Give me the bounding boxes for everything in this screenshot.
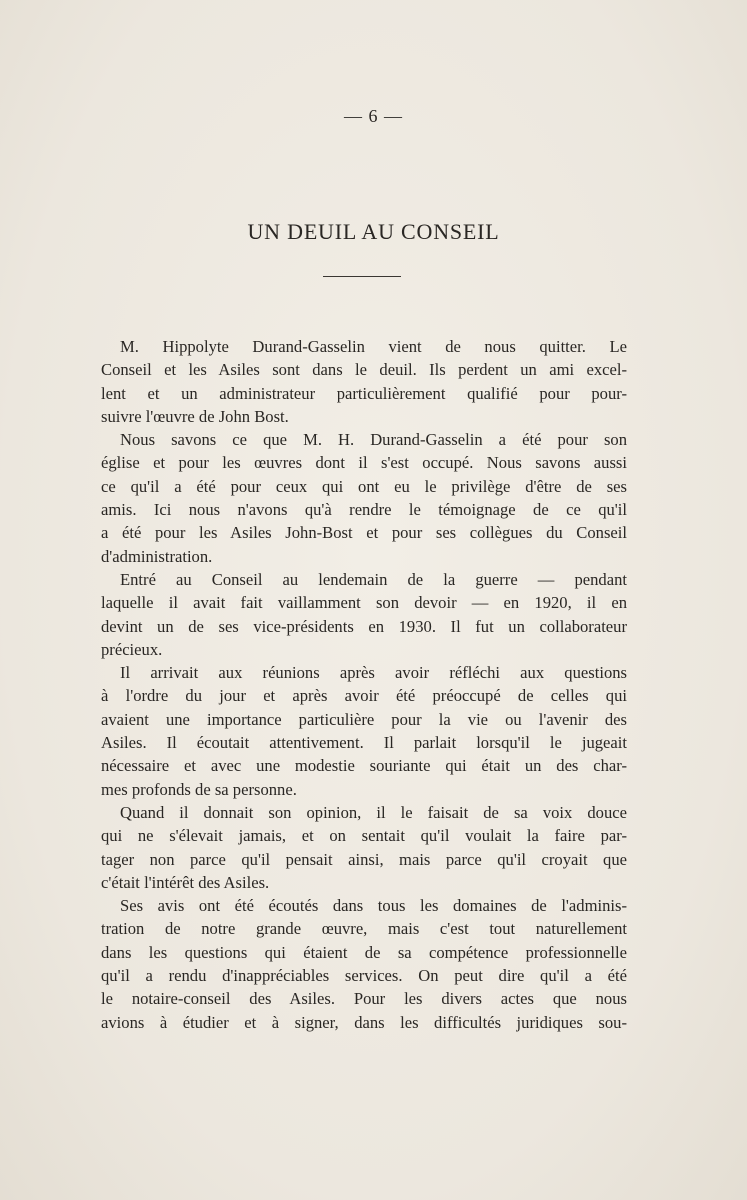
text-line: lent et un administrateur particulièrement qualifié pour pour- xyxy=(101,383,627,403)
text-line: Il arrivait aux réunions après avoir réfléchi aux questions xyxy=(120,663,627,683)
text-line: à l'ordre du jour et après avoir été préoccupé de celles qui xyxy=(101,686,627,706)
text-line: laquelle il avait fait vaillamment son devoir — en 1920, il en xyxy=(101,593,627,613)
paragraph xyxy=(101,661,627,801)
text-line: devint un de ses vice-présidents en 1930. Il fut un collaborateur xyxy=(101,616,627,636)
paragraph xyxy=(101,894,627,1034)
text-line: Quand il donnait son opinion, il le faisait de sa voix douce xyxy=(120,802,627,822)
text-line: Nous savons ce que M. H. Durand-Gasselin a été pour son xyxy=(120,430,627,450)
title-rule xyxy=(323,276,401,277)
paragraph xyxy=(101,568,627,661)
text-line: qui ne s'élevait jamais, et on sentait qu'il voulait la faire par- xyxy=(101,826,627,846)
text-line: précieux. xyxy=(101,639,163,659)
text-line: amis. Ici nous n'avons qu'à rendre le témoignage de ce qu'il xyxy=(101,500,627,520)
text-line: d'administration. xyxy=(101,546,213,566)
text-line: mes profonds de sa personne. xyxy=(101,779,297,799)
text-line: le notaire-conseil des Asiles. Pour les divers actes que nous xyxy=(101,989,627,1009)
text-line: suivre l'œuvre de John Bost. xyxy=(101,406,289,426)
text-line: avions à étudier et à signer, dans les difficultés juridiques sou- xyxy=(101,1012,627,1032)
text-line: ce qu'il a été pour ceux qui ont eu le privilège d'être de ses xyxy=(101,476,627,496)
text-line: Conseil et les Asiles sont dans le deuil. Ils perdent un ami excel- xyxy=(101,360,627,380)
text-line: église et pour les œuvres dont il s'est occupé. Nous savons aussi xyxy=(101,453,627,473)
text-line: tration de notre grande œuvre, mais c'est tout naturellement xyxy=(101,919,627,939)
article-body xyxy=(101,335,627,1034)
text-line: Ses avis ont été écoutés dans tous les domaines de l'adminis- xyxy=(120,896,627,916)
text-line: M. Hippolyte Durand-Gasselin vient de nous quitter. Le xyxy=(120,337,627,356)
text-line: nécessaire et avec une modestie souriante qui était un des char- xyxy=(101,756,627,776)
page-number: — 6 — xyxy=(344,106,403,126)
text-line: c'était l'intérêt des Asiles. xyxy=(101,872,270,892)
article-title: UN DEUIL AU CONSEIL xyxy=(247,219,500,244)
text-line: a été pour les Asiles John-Bost et pour ses collègues du Conseil xyxy=(101,523,627,543)
text-line: Asiles. Il écoutait attentivement. Il parlait lorsqu'il le jugeait xyxy=(101,733,627,753)
text-line: avaient une importance particulière pour la vie ou l'avenir des xyxy=(101,709,627,729)
text-line: qu'il a rendu d'inappréciables services. On peut dire qu'il a été xyxy=(101,966,627,986)
text-line: Entré au Conseil au lendemain de la guerre — pendant xyxy=(120,569,627,589)
text-line: dans les questions qui étaient de sa compétence professionnelle xyxy=(101,942,627,962)
paragraph xyxy=(101,335,627,428)
text-line: tager non parce qu'il pensait ainsi, mais parce qu'il croyait que xyxy=(101,849,627,869)
paragraph xyxy=(101,428,627,568)
paragraph xyxy=(101,801,627,894)
